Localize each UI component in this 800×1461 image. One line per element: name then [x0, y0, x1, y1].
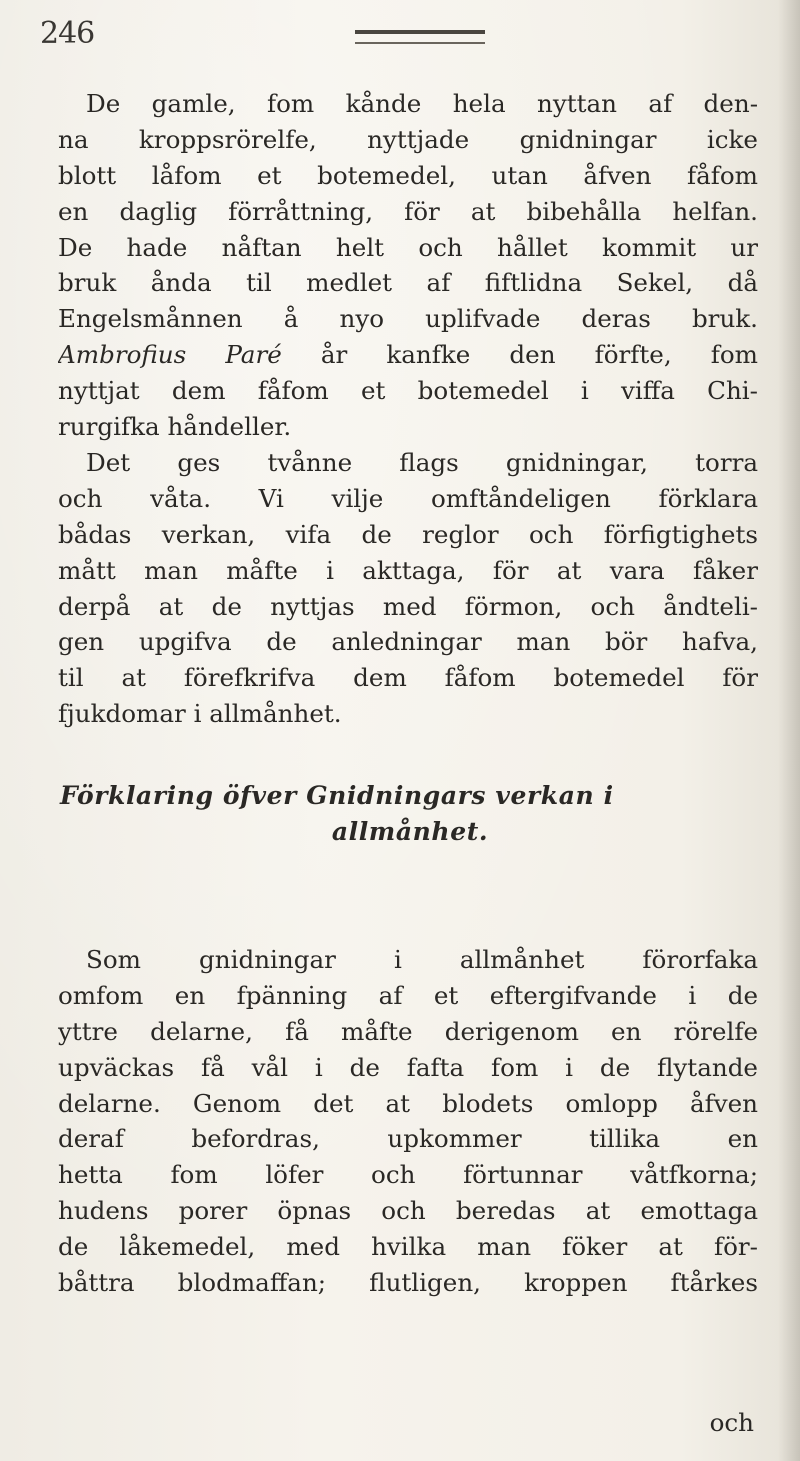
text-line-rest: år kanfke den förfte, fom [320, 340, 758, 370]
header-rule [355, 30, 485, 44]
text-line: De gamle, fom kånde hela nyttan af den- [86, 89, 758, 118]
header-rule-thin [355, 42, 485, 44]
text-line: Det ges tvånne flags gnidningar, torra [86, 448, 758, 477]
page-edge-shadow [778, 0, 800, 1461]
text-line: deraf befordras, upkommer tillika en [58, 1124, 758, 1154]
text-line: De hade nåftan helt och hållet kommit ur [58, 232, 758, 262]
text-line: delarne. Genom det at blodets omlopp åfven [58, 1088, 758, 1118]
paragraph-3 [58, 942, 758, 1301]
text-line: bådas verkan, vifa de reglor och förfigtighets [58, 519, 758, 549]
text-line: fjukdomar i allmånhet. [58, 699, 342, 729]
paragraph-1 [58, 86, 758, 445]
paragraph-2 [58, 445, 758, 732]
text-line: nyttjat dem fåfom et botemedel i viffa Chi- [58, 376, 758, 406]
section-heading [60, 778, 760, 850]
section-heading-line-1: Förklaring öfver Gnidningars verkan i [60, 781, 614, 810]
text-line: Engelsmånnen å nyo uplifvade deras bruk. [58, 304, 758, 334]
text-line: derpå at de nyttjas med förmon, och åndteli- [58, 591, 758, 621]
section-heading-line-2: allmånhet. [331, 817, 489, 846]
ambrosius-name: Ambrofius Paré [58, 340, 282, 370]
text-line: båttra blodmaffan; flutligen, kroppen ftårkes [58, 1268, 758, 1298]
header-rule-thick [355, 30, 485, 34]
text-line: omfom en fpänning af et eftergifvande i de [58, 980, 758, 1010]
text-line: Som gnidningar i allmånhet förorfaka [86, 945, 758, 974]
text-line: en daglig förråttning, för at bibehålla helfan. [58, 196, 758, 226]
text-line: och våta. Vi vilje omftåndeligen förklara [58, 483, 758, 513]
page-number: 246 [40, 16, 95, 51]
text-line: hudens porer öpnas och beredas at emottaga [58, 1196, 758, 1226]
text-line: bruk ånda til medlet af fiftlidna Sekel, då [58, 268, 758, 298]
text-line: rurgifka håndeller. [58, 412, 292, 442]
text-line: hetta fom löfer och förtunnar våtfkorna; [58, 1160, 758, 1190]
text-line: til at förefkrifva dem fåfom botemedel för [58, 663, 758, 693]
text-line-ambrosius [58, 337, 758, 373]
text-line: mått man måfte i akttaga, för at vara fåker [58, 555, 758, 585]
text-line: na kroppsrörelfe, nyttjade gnidningar icke [58, 124, 758, 154]
text-line: yttre delarne, få måfte derigenom en rörelfe [58, 1016, 758, 1046]
text-line: upväckas få vål i de fafta fom i de flytande [58, 1052, 758, 1082]
text-line: blott låfom et botemedel, utan åfven fåfom [58, 160, 758, 190]
text-line: gen upgifva de anledningar man bör hafva, [58, 627, 758, 657]
text-line: de låkemedel, med hvilka man föker at för- [58, 1232, 758, 1262]
catchword: och [709, 1408, 754, 1437]
